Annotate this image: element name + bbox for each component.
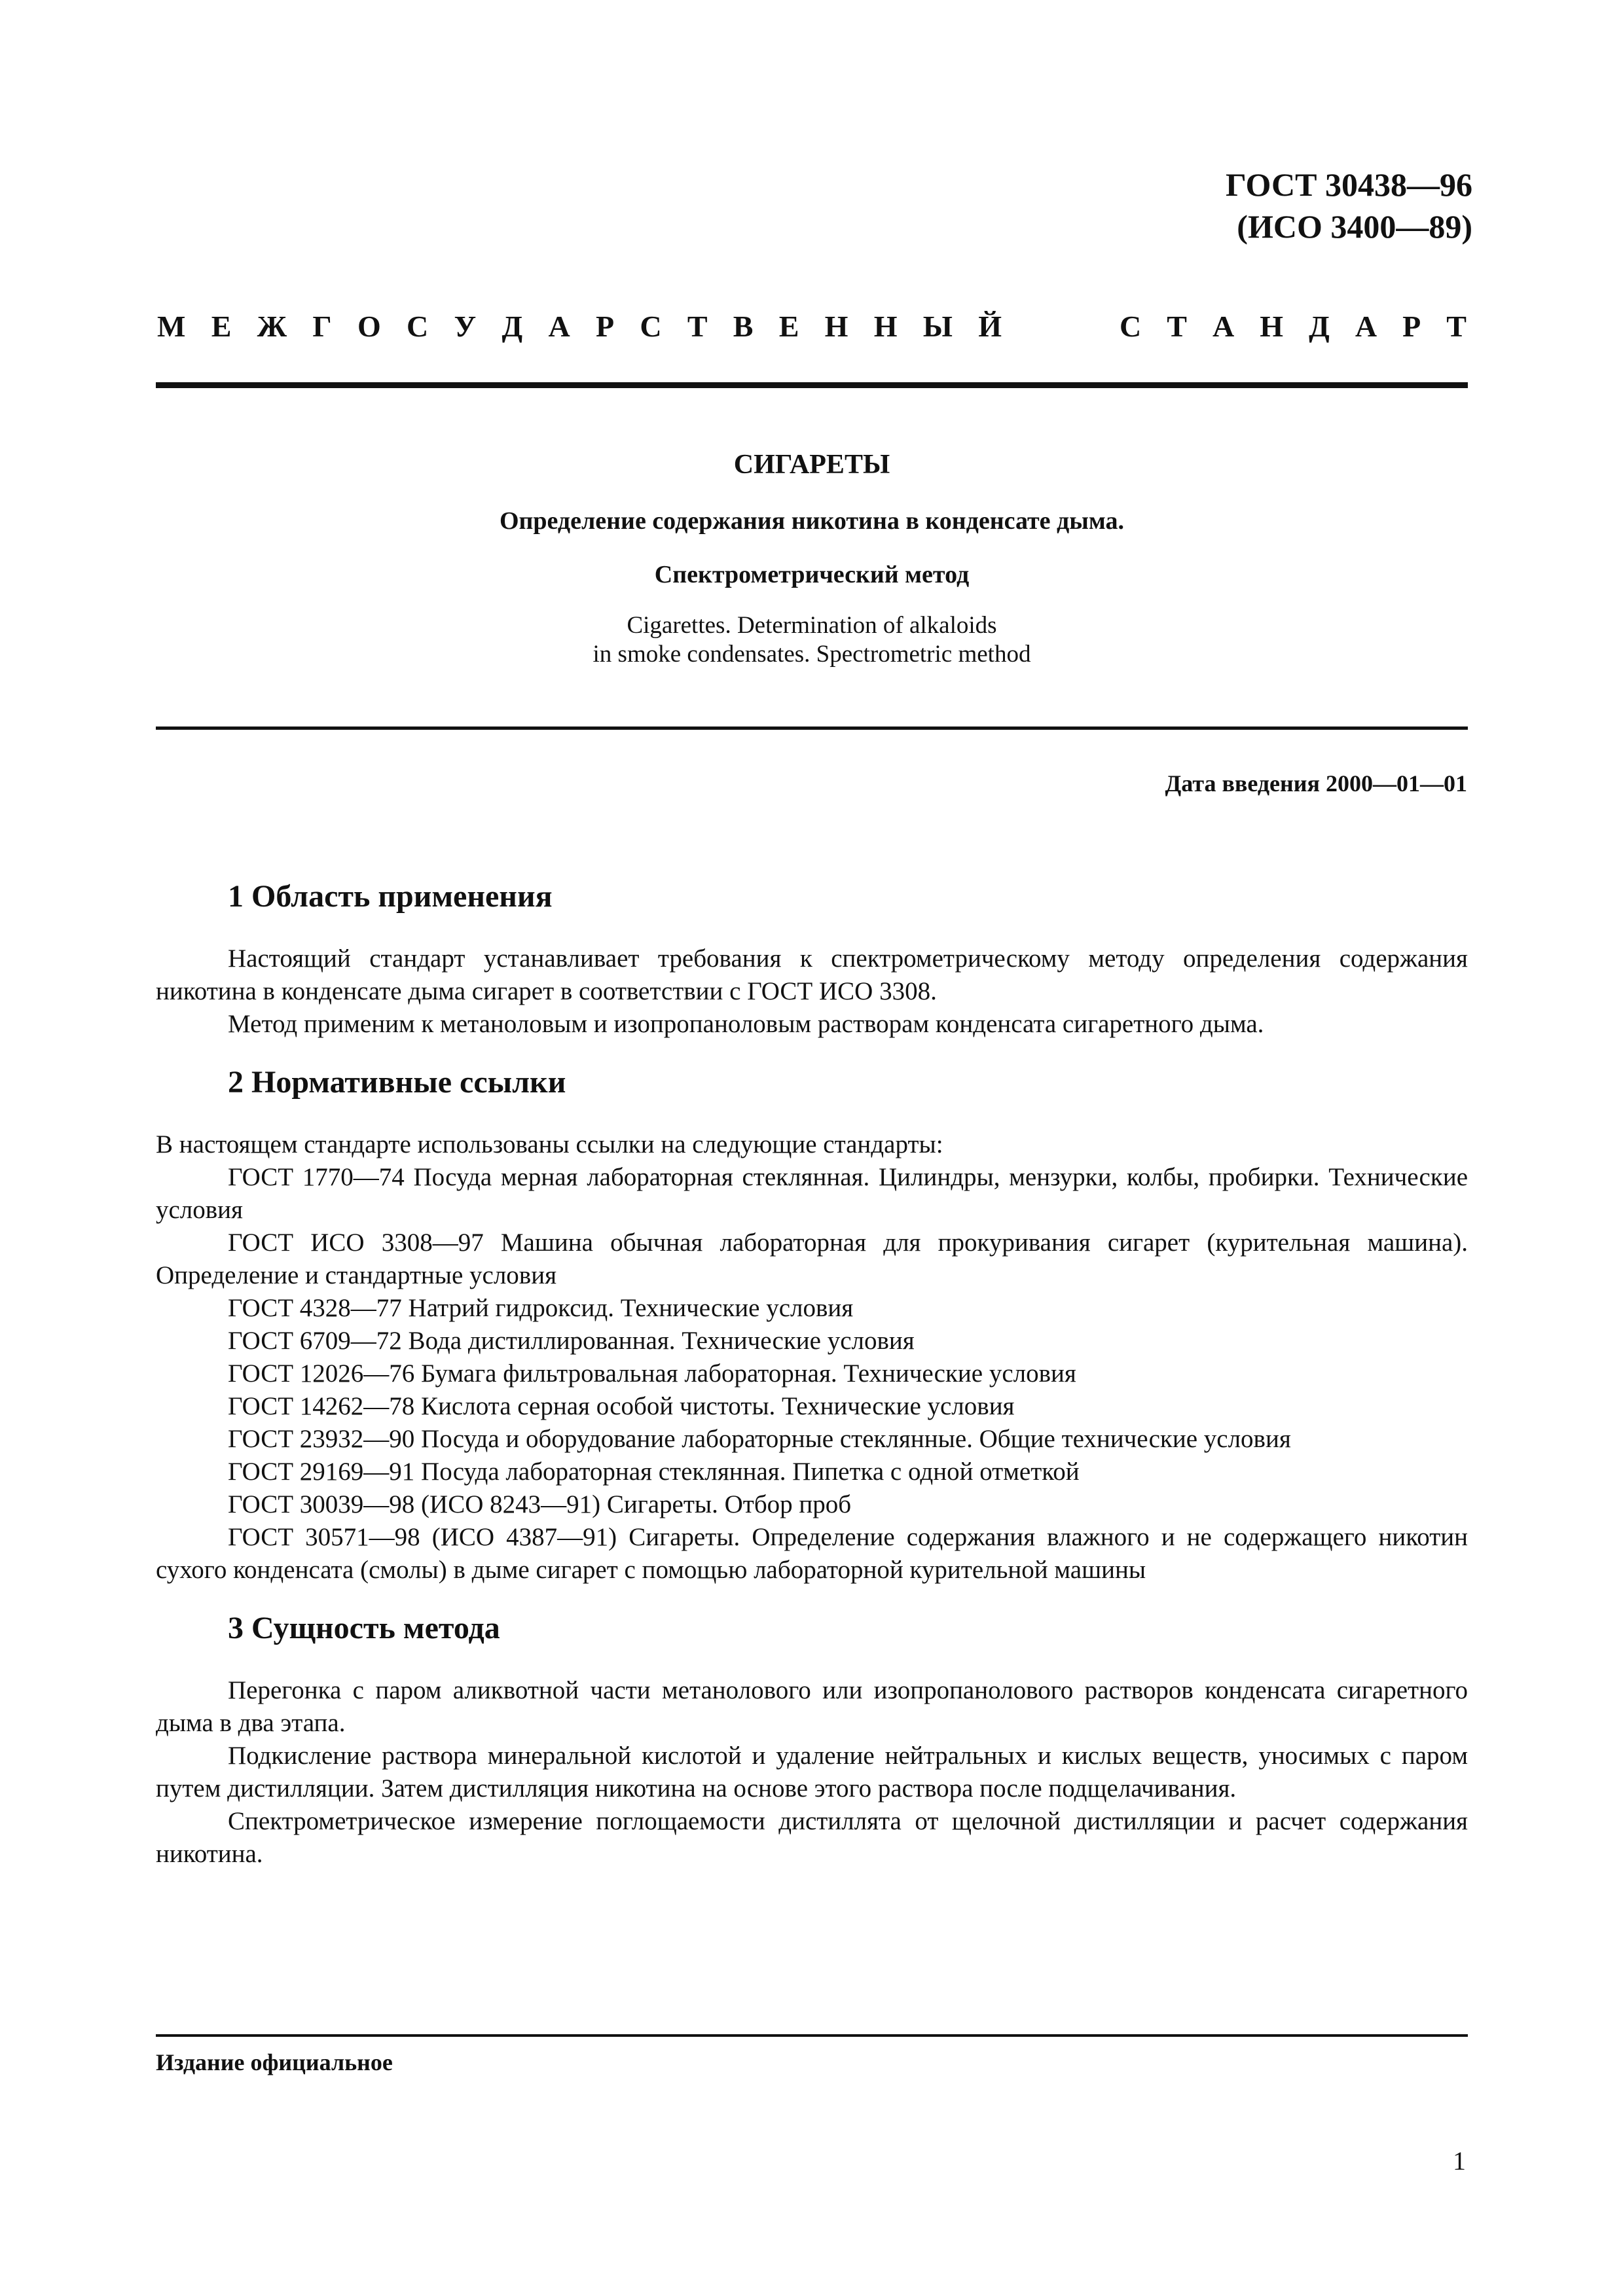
letter: Н (824, 310, 848, 343)
letter: Е (211, 310, 232, 343)
english-title-line-1: Cigarettes. Determination of alkaloids (627, 612, 997, 639)
letter: А (548, 310, 570, 343)
letter: Д (1309, 310, 1330, 343)
letter: Ы (922, 310, 953, 343)
reference-item: ГОСТ 6709—72 Вода дистиллированная. Технические условия (228, 1327, 915, 1355)
document-subtitle-1: Определение содержания никотина в конденсате дыма. (499, 507, 1125, 535)
english-title-line-2: in smoke condensates. Spectrometric method (593, 641, 1031, 668)
page-number: 1 (1453, 2146, 1466, 2176)
letter: В (733, 310, 754, 343)
standard-type-word-2 (1120, 309, 1467, 344)
letter: М (157, 310, 186, 343)
title-block (156, 445, 1468, 669)
reference-item: ГОСТ ИСО 3308—97 Машина обычная лабораторная для прокуривания сигарет (курительная машина). Определение и стандартные условия (156, 1229, 1468, 1289)
paragraph: Подкисление раствора минеральной кислотой и удаление нейтральных и кислых веществ, уносимых с паром путем дистилляции. Затем дистилляция никотина на основе этого раствора после подщелачивания. (156, 1742, 1468, 1803)
letter: Р (595, 310, 615, 343)
letter: Ж (257, 310, 287, 343)
reference-item: ГОСТ 4328—77 Натрий гидроксид. Технические условия (228, 1294, 854, 1322)
reference-item: ГОСТ 29169—91 Посуда лабораторная стеклянная. Пипетка с одной отметкой (228, 1458, 1080, 1486)
letter: Й (978, 310, 1002, 343)
footer-divider (156, 2034, 1468, 2037)
document-code (1226, 164, 1472, 247)
paragraph: Настоящий стандарт устанавливает требования к спектрометрическому методу определения содержания никотина в конденсате дыма сигарет в соответствии с ГОСТ ИСО 3308. (156, 944, 1468, 1005)
section-heading: 3 Сущность метода (228, 1611, 500, 1645)
title-divider (156, 726, 1468, 730)
document-title: СИГАРЕТЫ (733, 450, 890, 480)
letter: Д (501, 310, 523, 343)
letter: Е (778, 310, 799, 343)
letter: С (640, 310, 662, 343)
paragraph: Спектрометрическое измерение поглощаемости дистиллята от щелочной дистилляции и расчет содержания никотина. (156, 1807, 1468, 1868)
letter: О (357, 310, 381, 343)
letter: Н (873, 310, 898, 343)
letter: Т (687, 310, 708, 343)
letter: Н (1260, 310, 1284, 343)
paragraph: Метод применим к метаноловым и изопропаноловым растворам конденсата сигаретного дыма. (228, 1010, 1264, 1038)
edition-label: Издание официальное (156, 2049, 393, 2075)
section-method-essence (156, 1609, 1468, 1871)
english-title (156, 611, 1468, 669)
letter: Т (1446, 310, 1467, 343)
introduction-date: Дата введения 2000—01—01 (1165, 770, 1467, 797)
section-normative-references (156, 1063, 1468, 1587)
reference-item: ГОСТ 12026—76 Бумага фильтровальная лабораторная. Технические условия (228, 1359, 1076, 1388)
standard-type-word-1 (157, 309, 1002, 344)
section-heading: 2 Нормативные ссылки (228, 1065, 566, 1100)
letter: Р (1402, 310, 1421, 343)
section-heading: 1 Область применения (228, 879, 553, 914)
document-body (156, 877, 1468, 1893)
letter: А (1355, 310, 1377, 343)
gost-number: ГОСТ 30438—96 (1225, 166, 1472, 203)
letter: С (1120, 310, 1142, 343)
letter: Г (312, 310, 332, 343)
reference-item: ГОСТ 14262—78 Кислота серная особой чистоты. Технические условия (228, 1392, 1015, 1420)
reference-item: ГОСТ 23932—90 Посуда и оборудование лабораторные стеклянные. Общие технические условия (228, 1425, 1291, 1453)
iso-number: (ИСО 3400—89) (1237, 208, 1472, 245)
reference-item: ГОСТ 1770—74 Посуда мерная лабораторная стеклянная. Цилиндры, мензурки, колбы, пробирки. Технические условия (156, 1163, 1468, 1224)
header-divider (156, 382, 1468, 388)
paragraph: Перегонка с паром аликвотной части метанолового или изопропанолового растворов конденсата сигаретного дыма в два этапа. (156, 1676, 1468, 1737)
paragraph: В настоящем стандарте использованы ссылки на следующие стандарты: (156, 1130, 943, 1158)
letter: У (454, 310, 477, 343)
reference-item: ГОСТ 30571—98 (ИСО 4387—91) Сигареты. Определение содержания влажного и не содержащего никотин сухого конденсата (смолы) в дыме сигарет с помощью лабораторной курительной машины (156, 1523, 1468, 1584)
letter: Т (1167, 310, 1187, 343)
reference-item: ГОСТ 30039—98 (ИСО 8243—91) Сигареты. Отбор проб (228, 1490, 852, 1518)
letter: А (1213, 310, 1235, 343)
section-scope (156, 877, 1468, 1041)
letter: С (406, 310, 429, 343)
standard-type-heading (157, 309, 1467, 344)
document-subtitle-2: Спектрометрический метод (654, 561, 970, 588)
